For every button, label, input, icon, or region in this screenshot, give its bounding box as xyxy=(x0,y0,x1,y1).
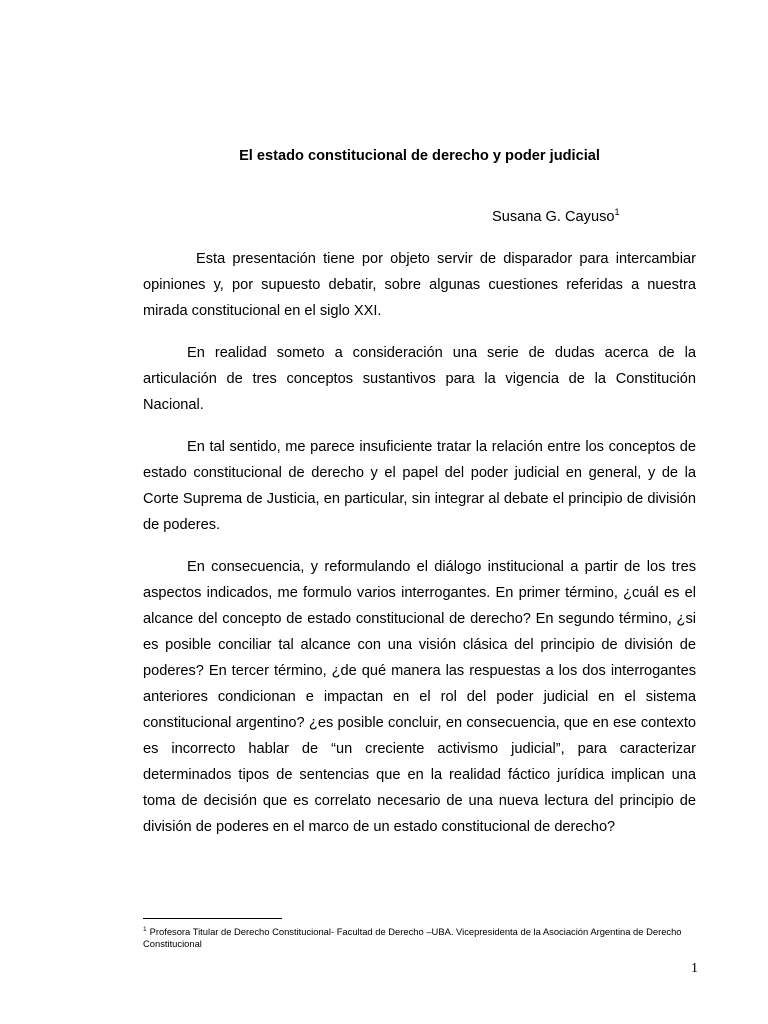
footnote-separator xyxy=(143,918,282,919)
footnote-mark: 1 xyxy=(143,926,147,933)
paragraph: En realidad someto a consideración una serie de dudas acerca de la articulación de tres conceptos sustantivos para la vigencia de la Constitución Nacional. xyxy=(143,345,696,413)
author-line xyxy=(492,208,620,226)
paragraph: En consecuencia, y reformulando el diálogo institucional a partir de los tres aspectos indicados, me formulo varios interrogantes. En primer término, ¿cuál es el alcance del concepto de estado constitucional de derecho? En segundo término, ¿si es posible conciliar tal alcance con una visión clásica del principio de división de poderes? En tercer término, ¿de qué manera las respuestas a los dos interrogantes anteriores condicionan e impactan en el rol del poder judicial en el sistema constitucional argentino? ¿es posible concluir, en consecuencia, que en ese contexto es incorrecto hablar de “un creciente activismo judicial”, para caracterizar determinados tipos de sentencias que en la realidad fáctico jurídica implican una toma de decisión que es correlato necesario de una nueva lectura del principio de división de poderes en el marco de un estado constitucional de derecho? xyxy=(143,559,696,835)
document-title: El estado constitucional de derecho y poder judicial xyxy=(239,148,600,164)
body-text xyxy=(143,246,696,856)
page-number: 1 xyxy=(691,961,698,976)
footnote xyxy=(143,926,696,950)
paragraph: Esta presentación tiene por objeto servir de disparador para intercambiar opiniones y, por supuesto debatir, sobre algunas cuestiones referidas a nuestra mirada constitucional en el siglo XXI. xyxy=(143,251,696,319)
footnote-text: Profesora Titular de Derecho Constitucional- Facultad de Derecho –UBA. Vicepresidenta de la Asociación Argentina de Derecho Constitucional xyxy=(143,926,682,949)
paragraph: En tal sentido, me parece insuficiente tratar la relación entre los conceptos de estado constitucional de derecho y el papel del poder judicial en general, y de la Corte Suprema de Justicia, en particular, sin integrar al debate el principio de división de poderes. xyxy=(143,439,696,533)
author-footnote-mark: 1 xyxy=(614,207,620,217)
author-name: Susana G. Cayuso xyxy=(492,209,615,225)
